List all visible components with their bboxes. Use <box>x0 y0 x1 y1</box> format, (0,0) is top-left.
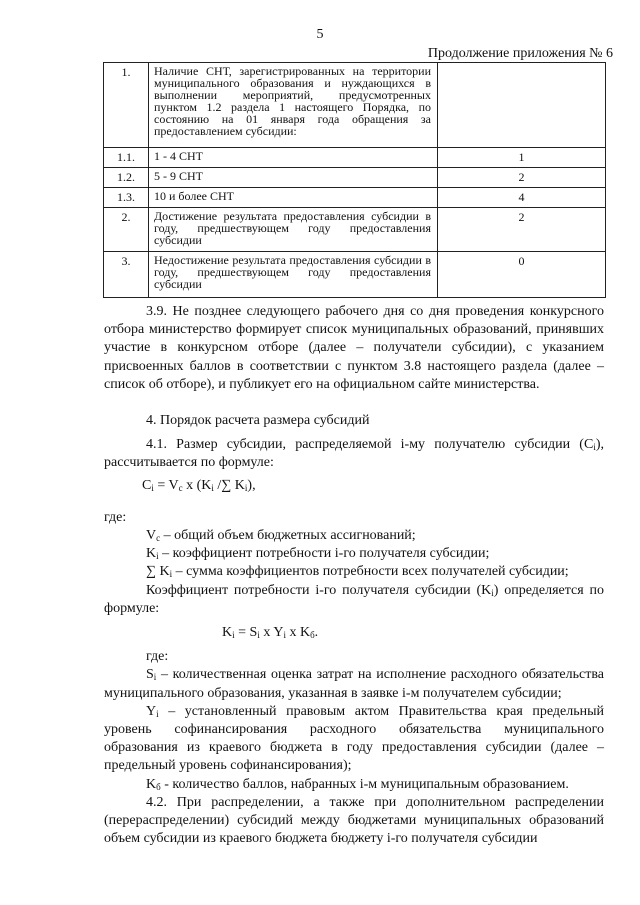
row-number: 2. <box>104 208 149 252</box>
formula-subsidy: $C_i = V_c$ x ($K_i$ /∑ $K_i$), <box>142 477 256 493</box>
row-criterion: Недостижение результата предоставления субсидии в году, предшествующем году предоставления субсидии <box>149 252 438 298</box>
definition-v: $V_c$ – общий объем бюджетных ассигнований; <box>146 528 416 544</box>
table-row <box>104 63 606 148</box>
page-number: 5 <box>316 27 324 42</box>
paragraph-4-1: 4.1. Размер субсидии, распределяемой i-му получателю субсидии $(С_i)$, рассчитывается по формуле: <box>104 437 604 471</box>
formula-coefficient: $K_i = S_i$ x $Y_i$ x $K_б$. <box>222 625 319 641</box>
table-row <box>104 208 606 252</box>
definition-s: $S_i$ – количественная оценка затрат на исполнение расходного обязательства муниципального образования, указанная в заявке i-м получателем субсидии; <box>104 667 604 701</box>
table-row <box>104 188 606 208</box>
row-number: 3. <box>104 252 149 298</box>
row-criterion: 1 - 4 СНТ <box>149 148 438 168</box>
row-points <box>438 63 606 148</box>
section-heading-4: 4. Порядок расчета размера субсидий <box>146 413 370 429</box>
definition-sum: ∑ $K_i$ – сумма коэффициентов потребности всех получателей субсидии; <box>146 564 569 580</box>
table-row <box>104 168 606 188</box>
definition-k: $K_i$ – коэффициент потребности i-го получателя субсидии; <box>146 546 490 562</box>
row-criterion: 10 и более СНТ <box>149 188 438 208</box>
table-row <box>104 252 606 298</box>
row-points: 4 <box>438 188 606 208</box>
body-text <box>104 303 604 848</box>
row-criterion: 5 - 9 СНТ <box>149 168 438 188</box>
row-points: 1 <box>438 148 606 168</box>
appendix-note: Продолжение приложения № 6 <box>427 46 613 61</box>
where-label: где: <box>104 509 127 525</box>
row-points: 2 <box>438 208 606 252</box>
definition-y: $Y_i$ – установленный правовым актом Правительства края предельный уровень софинансирования расходного обязательства муниципального образования из краевого бюджета в году предоставления субсидии (далее – предельный уровень софинансирования); <box>104 703 604 774</box>
row-points: 2 <box>438 168 606 188</box>
row-criterion: Достижение результата предоставления субсидии в году, предшествующем году предоставления субсидии <box>149 208 438 252</box>
row-criterion: Наличие СНТ, зарегистрированных на территории муниципального образования и нуждающихся в выполнении мероприятий, предусмотренных пунктом 1.2 раздела 1 настоящего Порядка, по состоянию на 01 января года обращения за предоставлением субсидии: <box>149 63 438 148</box>
criteria-table <box>103 62 606 298</box>
row-number: 1.1. <box>104 148 149 168</box>
row-number: 1.2. <box>104 168 149 188</box>
row-points: 0 <box>438 252 606 298</box>
paragraph-3-9: 3.9. Не позднее следующего рабочего дня со дня проведения конкурсного отбора министерство формирует список муниципальных образований, принявших участие в конкурсном отборе (далее – получатели субсидии), с указанием присвоенных баллов в соответствии с пунктом 3.8 настоящего раздела (далее – список об отборе), и публикует его на официальном сайте министерства. <box>104 304 604 392</box>
table-row <box>104 148 606 168</box>
definition-kb: $K_б$ - количество баллов, набранных i-м муниципальным образованием. <box>146 776 569 792</box>
row-number: 1.3. <box>104 188 149 208</box>
row-number: 1. <box>104 63 149 148</box>
paragraph-coefficient: Коэффициент потребности i-го получателя субсидии $(K_i)$ определяется по формуле: <box>104 582 604 616</box>
paragraph-4-2: 4.2. При распределении, а также при дополнительном распределении (перераспределении) субсидий между бюджетами муниципальных образований объем субсидии из краевого бюджета бюджету i-го получателя субсидии <box>104 794 604 847</box>
where-label-2: где: <box>146 649 169 665</box>
